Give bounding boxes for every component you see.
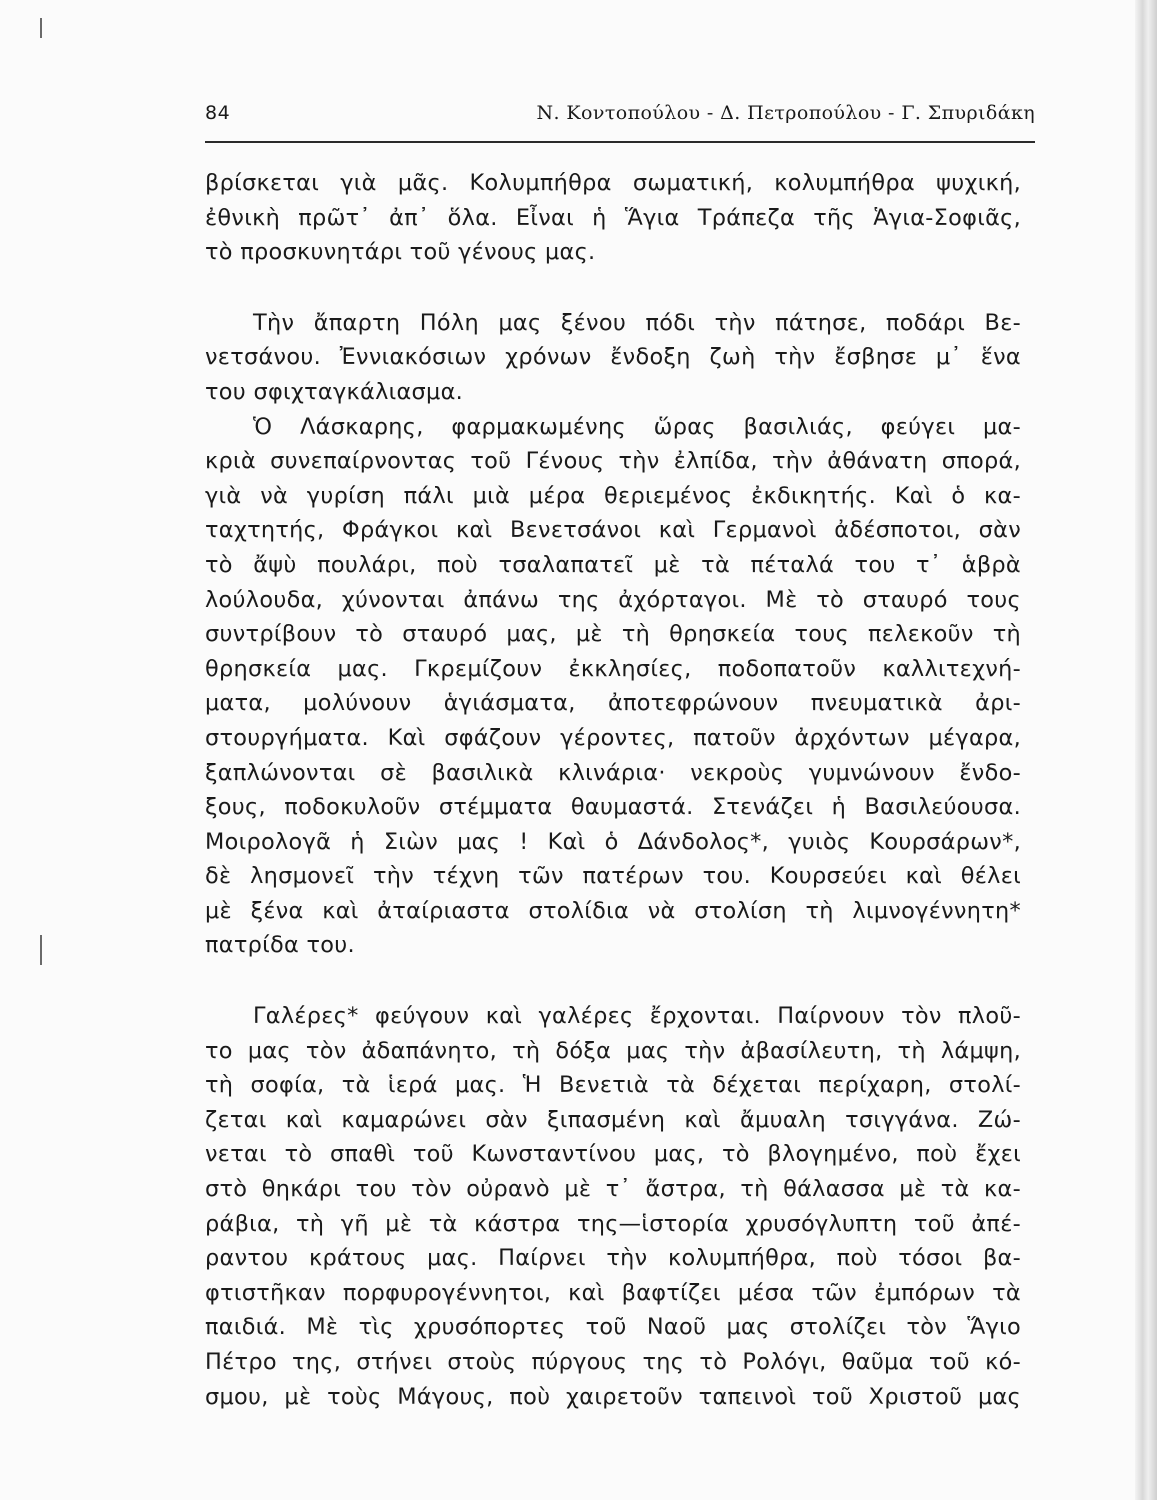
- text-line: ζεται καὶ καμαρώνει σὰν ξιπασμένη καὶ ἄμυαλη τσιγγάνα. Ζώ-: [205, 1106, 1021, 1133]
- paragraph: [205, 166, 1021, 270]
- text-line: φτιστῆκαν πορφυρογέννητοι, καὶ βαφτίζει μέσα τῶν ἐμπόρων τὰ: [205, 1279, 1021, 1306]
- text-line: παιδιά. Μὲ τὶς χρυσόπορτες τοῦ Ναοῦ μας στολίζει τὸν Ἅγιο: [205, 1314, 1021, 1341]
- header-authors: Ν. Κοντοπούλου - Δ. Πετροπούλου - Γ. Σπυριδάκη: [536, 102, 1035, 124]
- text-line: ραντου κράτους μας. Παίρνει τὴν κολυμπήθρα, ποὺ τόσοι βα-: [205, 1245, 1021, 1272]
- paragraph: [205, 999, 1021, 1414]
- text-line: Γαλέρες* φεύγουν καὶ γαλέρες ἔρχονται. Παίρνουν τὸν πλοῦ-: [253, 1003, 1021, 1030]
- text-line: στὸ θηκάρι του τὸν οὐρανὸ μὲ τ᾽ ἄστρα, τὴ θάλασσα μὲ τὰ κα-: [205, 1176, 1021, 1203]
- text-line: πατρίδα του.: [205, 932, 355, 959]
- text-line: νετσάνου. Ἐννιακόσιων χρόνων ἔνδοξη ζωὴ τὴν ἔσβησε μ᾽ ἕνα: [205, 344, 1021, 371]
- text-line: ξαπλώνονται σὲ βασιλικὰ κλινάρια· νεκροὺς γυμνώνουν ἔνδο-: [205, 759, 1021, 786]
- text-line: γιὰ νὰ γυρίση πάλι μιὰ μέρα θεριεμένος ἐκδικητής. Καὶ ὁ κα-: [205, 482, 1021, 509]
- text-line: ἐθνικὴ πρῶτ᾽ ἀπ᾽ ὅλα. Εἶναι ἡ Ἅγια Τράπεζα τῆς Ἁγια-Σοφιᾶς,: [205, 204, 1021, 231]
- text-line: θρησκεία μας. Γκρεμίζουν ἐκκλησίες, ποδοπατοῦν καλλιτεχνή-: [205, 655, 1021, 682]
- text-line: λούλουδα, χύνονται ἀπάνω της ἀχόρταγοι. Μὲ τὸ σταυρό τους: [205, 586, 1021, 613]
- text-line: ματα, μολύνουν ἁγιάσματα, ἀποτεφρώνουν πνευματικὰ ἀρι-: [205, 690, 1021, 717]
- text-line: δὲ λησμονεῖ τὴν τέχνη τῶν πατέρων του. Κουρσεύει καὶ θέλει: [205, 863, 1021, 890]
- text-line: ράβια, τὴ γῆ μὲ τὰ κάστρα της—ἱστορία χρυσόγλυπτη τοῦ ἀπέ-: [205, 1210, 1021, 1237]
- paragraph-gap: [205, 963, 1021, 999]
- text-line: Μοιρολογᾶ ἡ Σιὼν μας ! Καὶ ὁ Δάνδολος*, γυιὸς Κουρσάρων*,: [205, 828, 1021, 855]
- text-line: νεται τὸ σπαθὶ τοῦ Κωνσταντίνου μας, τὸ βλογημένο, ποὺ ἔχει: [205, 1141, 1021, 1168]
- text-line: του σφιχταγκάλιασμα.: [205, 378, 464, 405]
- text-line: το μας τὸν ἀδαπάνητο, τὴ δόξα μας τὴν ἀβασίλευτη, τὴ λάμψη,: [205, 1037, 1021, 1064]
- text-line: βρίσκεται γιὰ μᾶς. Κολυμπήθρα σωματική, κολυμπήθρα ψυχική,: [205, 170, 1021, 196]
- text-line: ξους, ποδοκυλοῦν στέμματα θαυμαστά. Στενάζει ἡ Βασιλεύουσα.: [205, 794, 1021, 821]
- text-line: Τὴν ἄπαρτη Πόλη μας ξένου πόδι τὴν πάτησε, ποδάρι Βε-: [253, 309, 1021, 336]
- text-line: κριὰ συνεπαίρνοντας τοῦ Γένους τὴν ἐλπίδα, τὴν ἀθάνατη σπορά,: [205, 448, 1021, 475]
- paragraph: [205, 306, 1021, 410]
- text-line: σμου, μὲ τοὺς Μάγους, ποὺ χαιρετοῦν ταπεινοὶ τοῦ Χριστοῦ μας: [205, 1383, 1021, 1410]
- paragraph: [205, 410, 1021, 964]
- text-line: τὸ ἄψὺ πουλάρι, ποὺ τσαλαπατεῖ μὲ τὰ πέταλά του τ᾽ ἁβρὰ: [205, 551, 1021, 578]
- body-text: [205, 166, 1021, 1414]
- header-rule: [205, 141, 1035, 143]
- scan-right-edge: [1135, 0, 1157, 1500]
- scan-left-mark: [40, 18, 42, 38]
- scan-left-mark: [40, 935, 42, 965]
- text-line: Πέτρο της, στήνει στοὺς πύργους της τὸ Ρολόγι, θαῦμα τοῦ κό-: [205, 1349, 1021, 1375]
- text-line: συντρίβουν τὸ σταυρό μας, μὲ τὴ θρησκεία τους πελεκοῦν τὴ: [205, 621, 1021, 648]
- paragraph-gap: [205, 270, 1021, 306]
- text-line: τὴ σοφία, τὰ ἱερά μας. Ἡ Βενετιὰ τὰ δέχεται περίχαρη, στολί-: [205, 1072, 1021, 1099]
- text-line: στουργήματα. Καὶ σφάζουν γέροντες, πατοῦν ἀρχόντων μέγαρα,: [205, 724, 1021, 751]
- text-line: τὸ προσκυνητάρι τοῦ γένους μας.: [205, 239, 596, 266]
- text-line: μὲ ξένα καὶ ἀταίριαστα στολίδια νὰ στολίση τὴ λιμνογέννητη*: [205, 897, 1021, 924]
- page-number: 84: [205, 102, 231, 124]
- text-line: Ὁ Λάσκαρης, φαρμακωμένης ὥρας βασιλιάς, φεύγει μα-: [253, 413, 1021, 440]
- text-line: ταχτητής, Φράγκοι καὶ Βενετσάνοι καὶ Γερμανοὶ ἀδέσποτοι, σὰν: [205, 517, 1021, 544]
- running-head: [205, 102, 1035, 136]
